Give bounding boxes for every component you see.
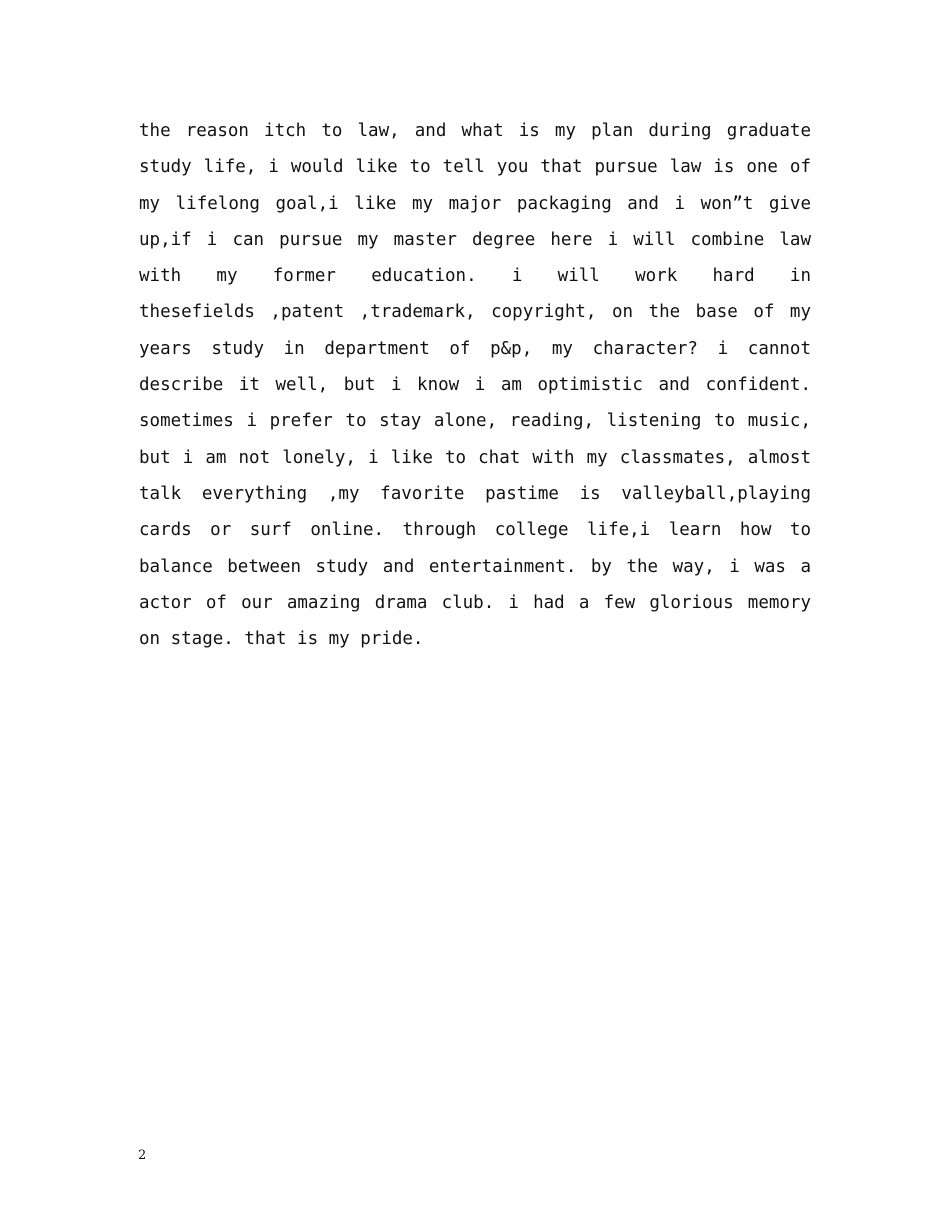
paragraph-line: describe it well, but i know i am optimistic and confident. [139, 375, 811, 396]
paragraph-line: the reason itch to law, and what is my plan during graduate [139, 121, 811, 141]
paragraph-line: actor of our amazing drama club. i had a few glorious memory [139, 592, 811, 613]
page-number: 2 [138, 1148, 147, 1163]
paragraph-line: years study in department of p&p, my character? i cannot [139, 338, 811, 359]
paragraph-line: balance between study and entertainment. by the way, i was a [139, 556, 811, 577]
body-paragraph [139, 113, 811, 657]
paragraph-line: study life, i would like to tell you that pursue law is one of [139, 157, 811, 178]
paragraph-line: talk everything ,my favorite pastime is valleyball,playing [139, 483, 811, 504]
paragraph-line: up,if i can pursue my master degree here i will combine law [139, 229, 811, 250]
paragraph-line: sometimes i prefer to stay alone, reading, listening to music, [139, 411, 811, 432]
paragraph-line: with my former education. i will work hard in [139, 266, 811, 287]
paragraph-line: my lifelong goal,i like my major packaging and i won”t give [139, 193, 811, 214]
paragraph-line: cards or surf online. through college life,i learn how to [139, 520, 811, 541]
paragraph-line: thesefields ,patent ,trademark, copyright, on the base of my [139, 302, 811, 323]
paragraph-line: on stage. that is my pride. [139, 629, 424, 650]
paragraph-line: but i am not lonely, i like to chat with my classmates, almost [139, 447, 811, 468]
